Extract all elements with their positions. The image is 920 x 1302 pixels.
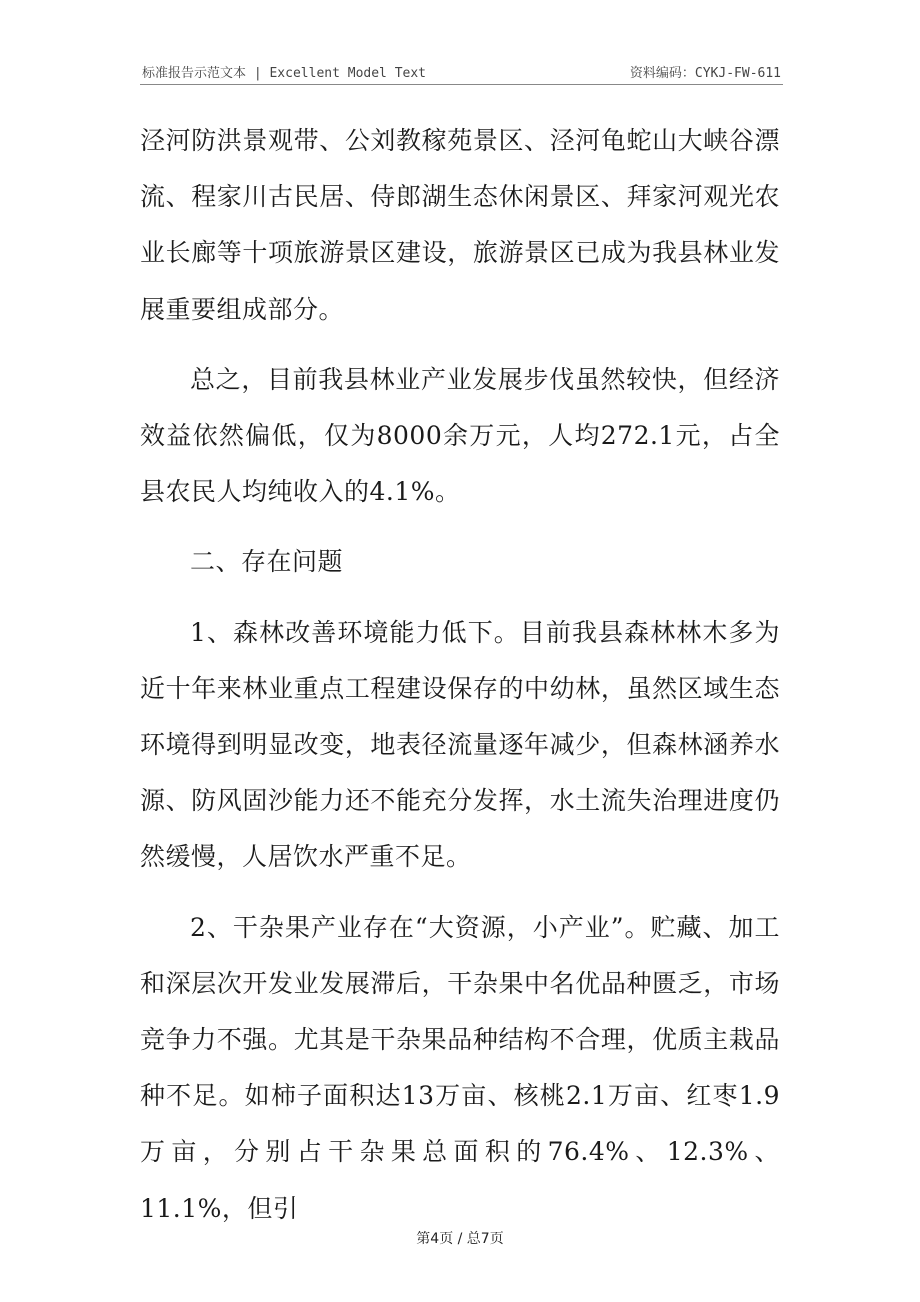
page-footer [0,1228,920,1248]
paragraph-continued: 泾河防洪景观带、公刘教稼苑景区、泾河龟蛇山大峡谷漂流、程家川古民居、侍郎湖生态休闲景区、拜家河观光农业长廊等十项旅游景区建设，旅游景区已成为我县林业发展重要组成部分。 [140,126,780,324]
section-heading: 二、存在问题 [190,547,344,577]
header-title: 标准报告示范文本 | Excellent Model Text [142,66,427,81]
header-doc-code: 资料编码：CYKJ-FW-611 [629,66,781,81]
paragraph-issue-1: 1、森林改善环境能力低下。目前我县森林林木多为近十年来林业重点工程建设保存的中幼林，虽然区域生态环境得到明显改变，地表径流量逐年减少，但森林涵养水源、防风固沙能力还不能充分发挥，水土流失治理进度仍然缓慢，人居饮水严重不足。 [140,617,780,872]
paragraph-issue-2: 2、干杂果产业存在“大资源，小产业”。贮藏、加工和深层次开发业发展滞后，干杂果中名优品种匮乏，市场竞争力不强。尤其是干杂果品种结构不合理，优质主栽品种不足。如柿子面积达13万亩、核桃2.1万亩、红枣1.9万亩，分别占干杂果总面积的76.4%、12.3%、11.1%，但引 [140,912,780,1223]
page-header [140,56,783,85]
paragraph-summary: 总之，目前我县林业产业发展步伐虽然较快，但经济效益依然偏低，仅为8000余万元，人均272.1元，占全县农民人均纯收入的4.1%。 [140,364,780,507]
page-number: 第4页 / 总7页 [416,1231,504,1247]
document-body [140,113,780,1237]
